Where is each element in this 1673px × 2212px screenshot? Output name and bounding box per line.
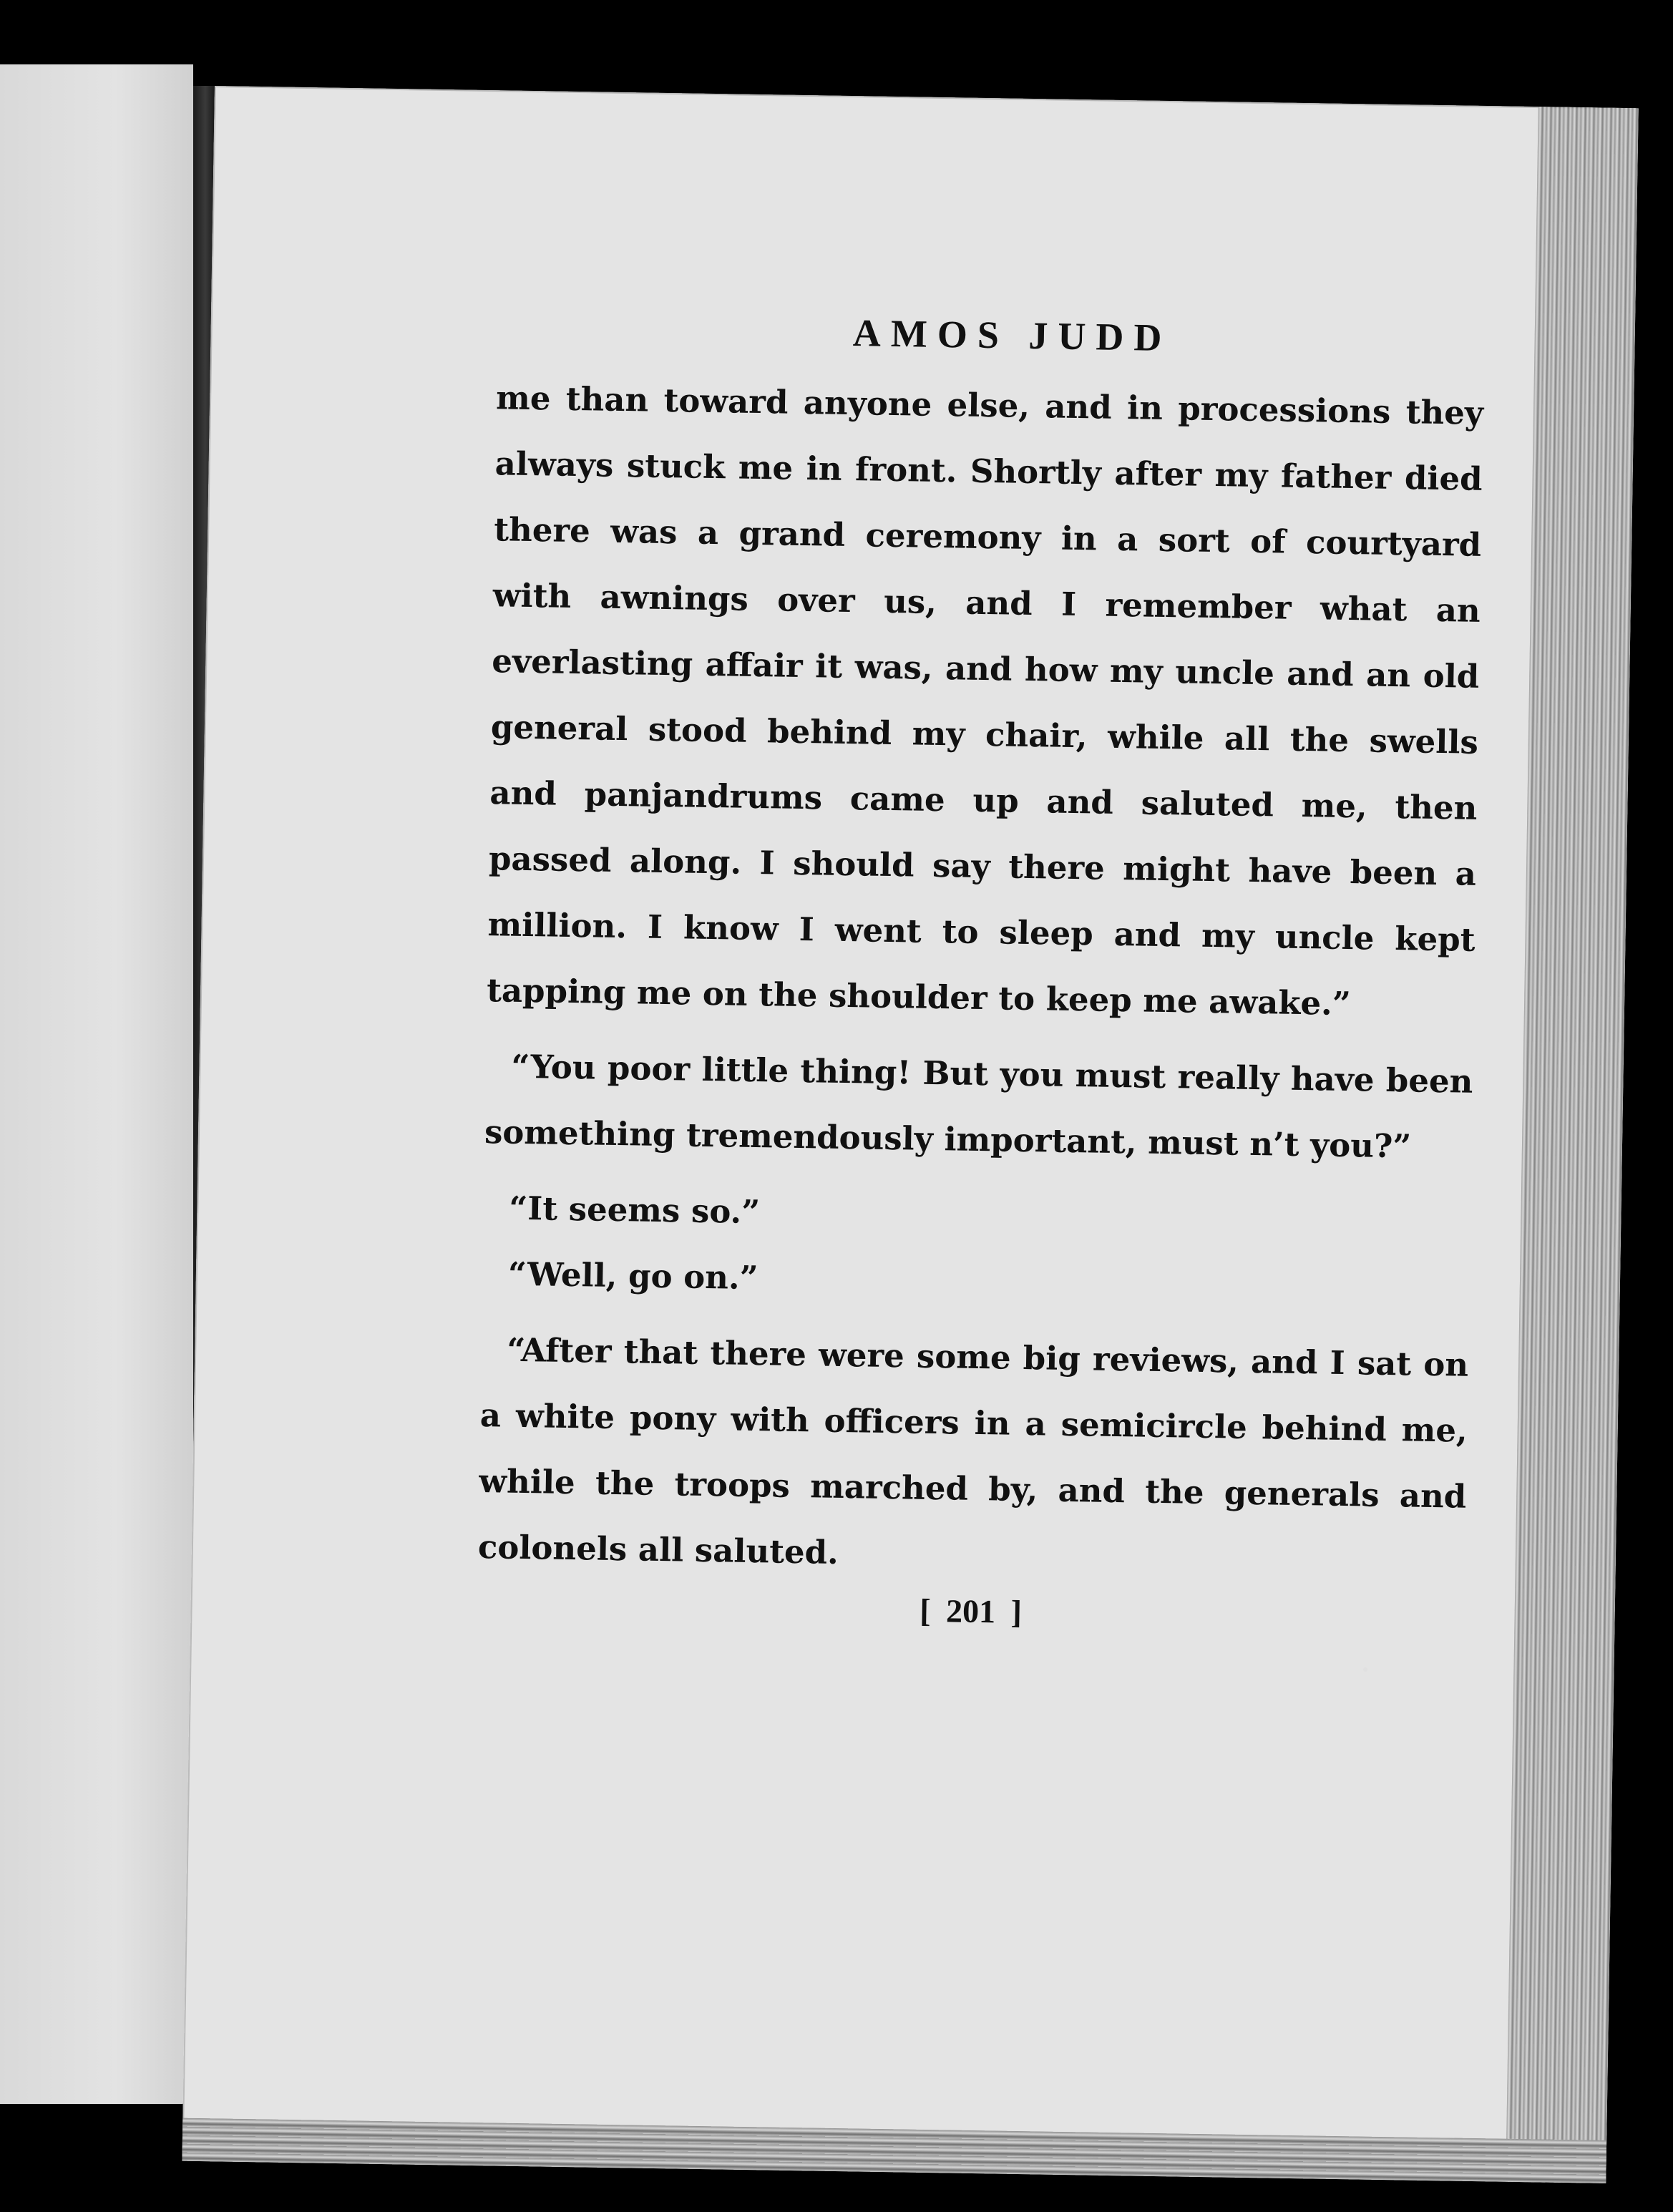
paragraph-2: “You poor little thing! But you must really have been something tremendously important, must n’t you?” — [484, 1047, 1473, 1166]
running-head: AMOS JUDD — [852, 311, 1172, 360]
paragraph-4: “Well, go on.” — [507, 1254, 759, 1297]
previous-page-edge — [0, 64, 193, 2104]
page-edge-stack — [1506, 107, 1639, 2183]
dust-speck — [1363, 1667, 1367, 1672]
paragraph-5: “After that there were some big reviews, and I sat on a white pony with officers in a semicircle behind me, while the troops marched by, and the generals and colonels all saluted. — [477, 1330, 1469, 1572]
paragraph-1: me than toward anyone else, and in processions they always stuck me in front. Shortly after my father died there was a grand ceremony in a sort of courtyard with awnings over us, and I remember what an everlasting affair it was, and how my uncle and an old general stood behind my chair, while all the swells and panjandrums came up and saluted me, then passed along. I should say there might have been a million. I know I went to sleep and my uncle kept tapping me on the shoulder to keep me awake.” — [486, 379, 1484, 1023]
book-page — [182, 86, 1638, 2183]
page-number: [ 201 ] — [919, 1592, 1023, 1630]
paragraph-3: “It seems so.” — [509, 1189, 761, 1232]
page-text-block — [477, 305, 1485, 1637]
page-bottom-edge — [182, 2118, 1606, 2183]
